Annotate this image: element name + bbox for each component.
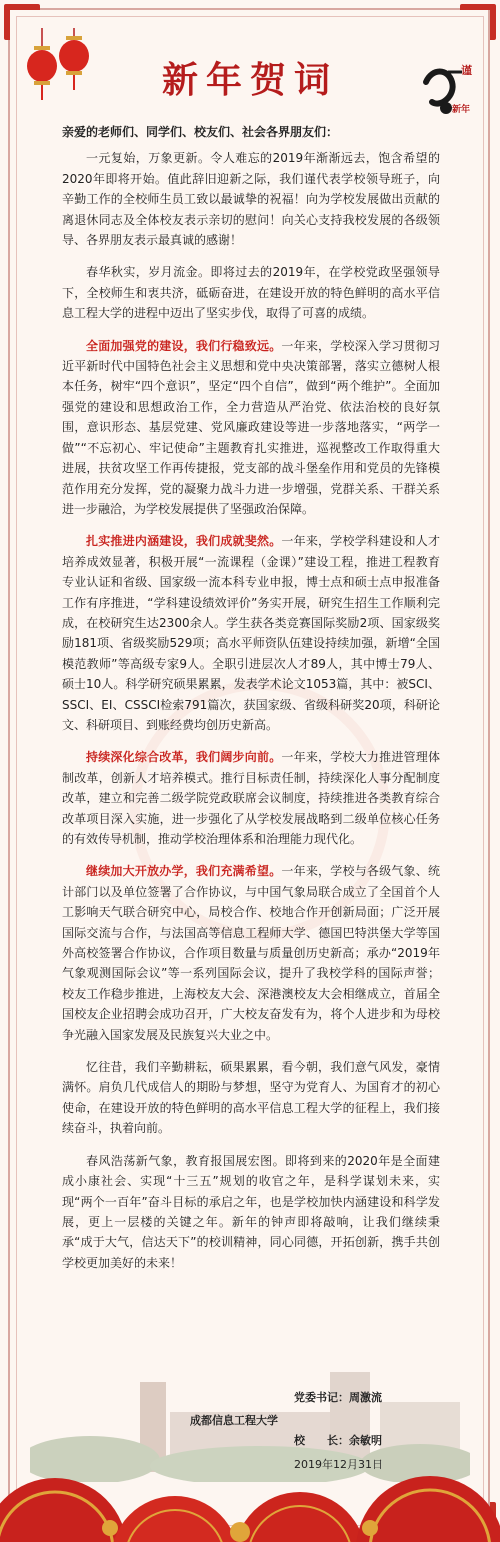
seal-char: 谨 <box>461 64 472 77</box>
paragraph-review: 春华秋实，岁月流金。即将过去的2019年，在学校党政坚强领导下，全校师生和衷共济，砥砺奋进，在建设开放的特色鲜明的高水平信息工程大学的进程中迈出了坚实步伐，取得了可喜的成绩。 <box>62 265 440 321</box>
section-heading: 持续深化综合改革，我们阔步向前。 <box>86 750 282 765</box>
paragraph-opening: 一元复始，万象更新。令人难忘的2019年渐渐远去，饱含希望的2020年即将开始。值此辞旧迎新之际，我们谨代表学校领导班子，向辛勤工作的全校师生员工致以最诚挚的祝福！向为学校发展做出贡献的离退休同志及全体校友表示亲切的慰问！向关心支持我校发展的各级领导、各界朋友表示最真诚的感谢！ <box>62 151 440 248</box>
paragraph-reform <box>62 747 440 849</box>
paragraph-opening-up <box>62 861 440 1045</box>
paragraph-closing: 春风浩荡新气象，教育报国展宏图。即将到来的2020年是全面建成小康社会、实现“十三五”规划的收官之年，是科学谋划未来，实现“两个一百年”奋斗目标的承启之年，也是学校加快内涵建设和科学发展，更上一层楼的关键之年。新年的钟声即将敲响，让我们继续秉承“成于大气，信达天下”的校训精神，同心同德，开拓创新，携手共创学校更加美好的未来！ <box>62 1153 440 1270</box>
page-title: 新年贺词 <box>161 59 338 101</box>
seal-subtitle: 新年 <box>451 105 470 115</box>
section-body: 一年来，学校大力推进管理体制改革，创新人才培养模式。推行目标责任制，持续深化人事分配制度改革，建立和完善二级学院党政联席会议制度，持续推进各类教育综合改革项目深入实施，进一步强化了从学校发展战略到二级单位核心任务的有效传导机制，推动学校治理体系和治理能力现代化。 <box>62 750 440 846</box>
section-heading: 扎实推进内涵建设，我们成就斐然。 <box>86 534 282 549</box>
section-heading: 继续加大开放办学，我们充满希望。 <box>86 864 282 879</box>
section-body: 一年来，学校学科建设和人才培养成效显著，积极开展“一流课程（金课）”建设工程，推进工程教育专业认证和省级、国家级一流本科专业申报，博士点和硕士点申报准备工作有序推进，“学科建设绩效评价”务实开展，研究生招生工作顺利完成，在校研究生达2300余人。学生获各类竞赛国际奖励2项、国家级奖励181项、省级奖励529项；高水平师资队伍建设持续加强，新增“全国模范教师”等高级专家9人。全职引进层次人才89人，其中博士79人、硕士10人。科学研究硕果累累，发表学术论文1053篇，其中：被SCI、SSCI、EI、CSSCI检索791篇次，获国家级、省级科研奖20项，科研论文、科研项目、到账经费均创历史新高。 <box>62 534 440 732</box>
greeting: 亲爱的老师们、同学们、校友们、社会各界朋友们： <box>62 125 339 139</box>
section-body: 一年来，学校与各级气象、统计部门以及单位签署了合作协议，与中国气象局联合成立了全国首个人工影响天气联合研究中心，局校合作、校地合作开创新局面；广泛开展国际交流与合作，与法国高等信息工程师大学、德国巴特洪堡大学等国外高校签署合作协议，合作项目数量与质量创历史新高；承办“2019年气象观测国际会议”等一系列国际会议，提升了我校学科的国际声誉；校友工作稳步推进，上海校友大会、深港澳校友大会相继成立，首届全国校友企业招聘会成功召开，广大校友奋发有为，将个人进步和为母校争光融入国家发展及民族复兴大业之中。 <box>62 864 440 1042</box>
president-signature: 校 长：余敏明 <box>294 1434 382 1447</box>
letter-body <box>62 122 440 1285</box>
paragraph-party-building <box>62 336 440 520</box>
paragraph-connotation <box>62 531 440 735</box>
signature-date: 2019年12月31日 <box>294 1458 383 1471</box>
university-name: 成都信息工程大学 <box>190 1414 278 1427</box>
paper-fan-decoration <box>0 1432 500 1542</box>
paragraph-reflection: 忆往昔，我们辛勤耕耘，硕果累累，看今朝，我们意气风发，豪情满怀。肩负几代成信人的期盼与梦想，坚守为党育人、为国育才的初心使命，在建设开放的特色鲜明的高水平信息工程大学的征程上，我们接续奋斗，执着向前。 <box>62 1060 440 1136</box>
party-secretary-signature: 党委书记：周激流 <box>294 1391 382 1404</box>
section-heading: 全面加强党的建设，我们行稳致远。 <box>86 338 282 353</box>
corner-ornament-top-right <box>460 4 496 40</box>
section-body: 一年来，学校深入学习贯彻习近平新时代中国特色社会主义思想和党中央决策部署，落实立德树人根本任务，树牢“四个意识”，坚定“四个自信”，做到“两个维护”。全面加强党的建设和思想政治工作，全力营造从严治党、依法治校的良好氛围，意识形态、基层党建、党风廉政建设等进一步落地落实，“两学一做”“不忘初心、牢记使命”主题教育扎实推进，巡视整改工作取得重大进展，扶贫攻坚工作再传捷报，党支部的战斗堡垒作用和党员的先锋模范作用充分发挥，党的凝聚力战斗力进一步增强，党群关系、干群关系进一步融洽，为学校发展提供了坚强政治保障。 <box>62 338 440 516</box>
